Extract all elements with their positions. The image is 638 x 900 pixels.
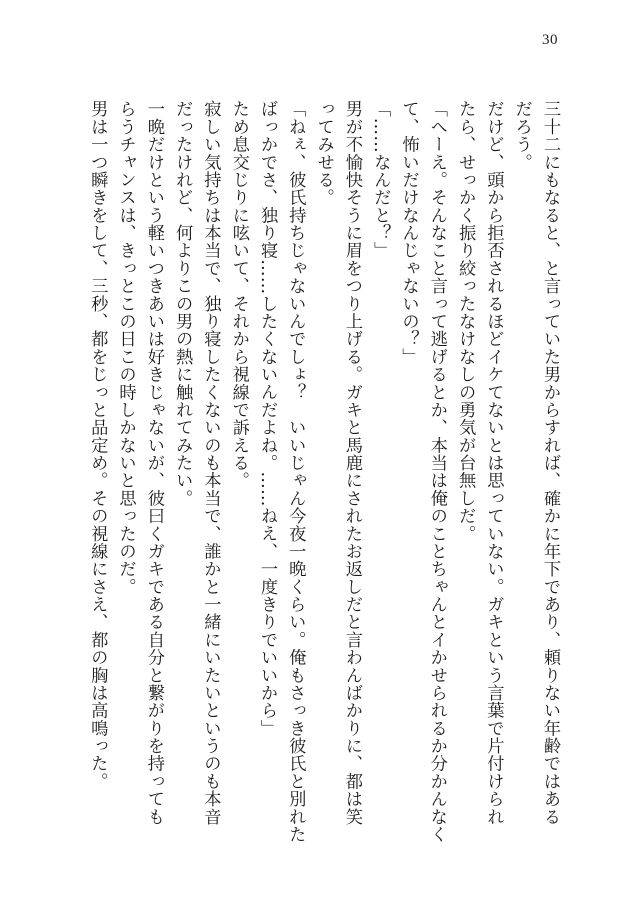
- text-line: 「……なんだと？」: [370, 100, 391, 260]
- text-line: たら、せっかく振り絞ったなけなしの勇気が台無しだ。: [455, 100, 476, 543]
- text-line: だろう。: [511, 100, 532, 171]
- text-line: ため息交じりに呟いて、それから視線で訴える。: [228, 100, 249, 490]
- text-line: ばっかでさ、独り寝……したくないんだよね。……ねえ、一度きりでいいから」: [257, 100, 278, 737]
- text-line: だったけれど、何よりこの男の熱に触れてみたい。: [172, 100, 193, 507]
- text-line: らうチャンスは、きっとこの日この時しかないと思ったのだ。: [115, 100, 136, 596]
- text-line: だけど、頭から拒否されるほどイケてないとは思っていない。ガキという言葉で片付けられ: [483, 100, 504, 826]
- text-line: ってみせる。: [313, 100, 334, 207]
- text-line: て、怖いだけなんじゃないの？」: [398, 100, 419, 366]
- text-line: 男が不愉快そうに眉をつり上げる。ガキと馬鹿にされたお返しだと言わんばかりに、都は笑: [341, 100, 362, 826]
- novel-body-text: [87, 100, 564, 843]
- page-number: 30: [542, 32, 558, 48]
- text-line: 三十二にもなると、と言っていた男からすれば、確かに年下であり、頼りない年齢ではある: [540, 100, 560, 826]
- text-line: 一晩だけという軽いつきあいは好きじゃないが、彼曰くガキである自分と繋がりを持っても: [143, 100, 164, 826]
- text-line: 男は一つ瞬きをして、三秒、都をじっと品定め。その視線にさえ、都の胸は高鳴った。: [87, 100, 108, 790]
- text-line: 「ねぇ、彼氏持ちじゃないんでしょ？ いいじゃん今夜一晩くらい。俺もさっき彼氏と別れた: [285, 100, 306, 843]
- text-line: 寂しい気持ちは本当で、独り寝したくないのも本当で、誰かと一緒にいたいというのも本音: [200, 100, 221, 826]
- text-line: 「へーえ。そんなこと言って逃げるとか、本当は俺のことちゃんとイかせられるか分かんなく: [426, 100, 447, 843]
